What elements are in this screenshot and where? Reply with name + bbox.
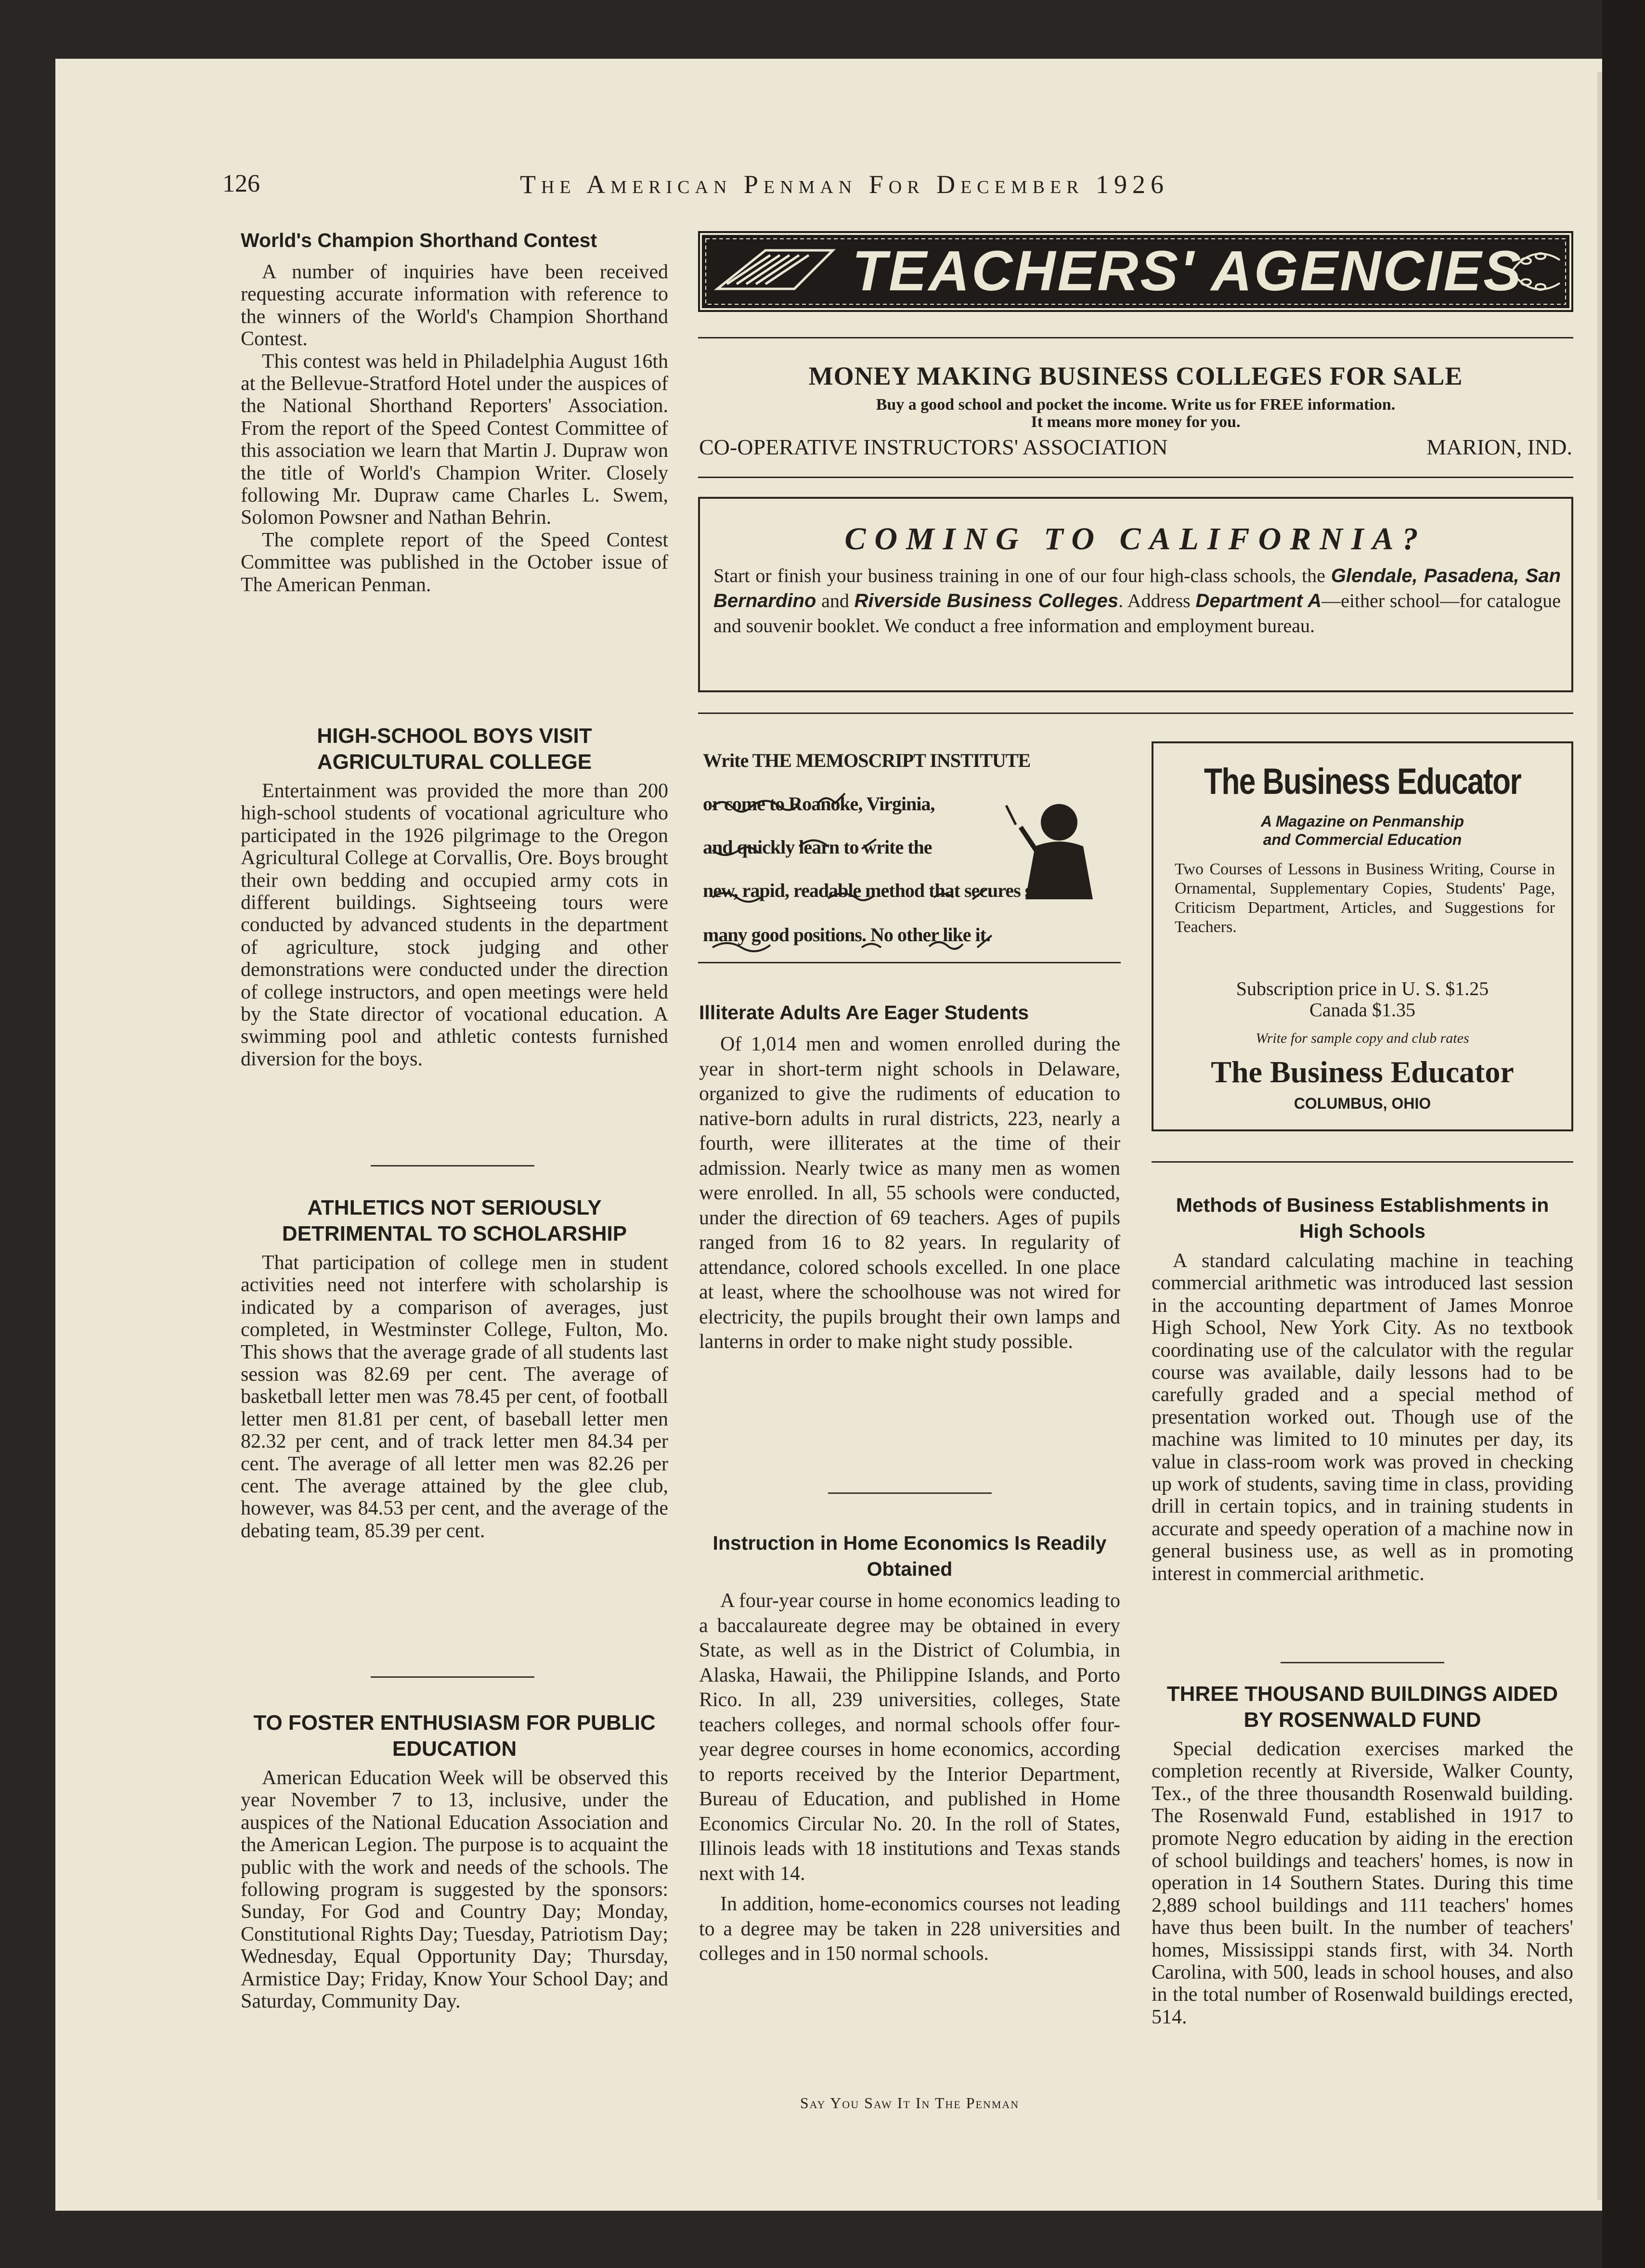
article-body: [241, 780, 668, 1070]
school-names: Riverside Business Colleges: [854, 590, 1119, 611]
divider: [698, 713, 1573, 714]
article-title: ATHLETICS NOT SERIOUSLY DETRIMENTAL TO SCHOLARSHIP: [282, 1196, 627, 1245]
business-educator-note: Write for sample copy and club rates: [1256, 1030, 1469, 1046]
paragraph: Of 1,014 men and women enrolled during the year in short-term night schools in Delaware, organized to give the rudiments of education to native-born adults in rural districts, 223, nearly a fourth, were illiterates at the time of their admission. Nearly twice as many men as women were enrolled. In all, 55 schools were conducted, under the direction of 69 teachers. Ages of pupils ranged from 16 to 82 years. In regularity of attendance, colored schools excelled. In one place at least, where the schoolhouse was not wired for electricity, the pupils brought their own lamps and lanterns in order to make night study possible.: [699, 1033, 1120, 1353]
article-title: World's Champion Shorthand Contest: [241, 229, 597, 251]
money-ad-org: CO-OPERATIVE INSTRUCTORS' ASSOCIATION: [699, 435, 1168, 459]
paragraph: Special dedication exercises marked the completion recently at Riverside, Walker County, Tex., of the three thousandth Rosenwald building. The Rosenwald Fund, established in 1917 to promote Negro education by aiding in the erection of school buildings and teachers' homes, is now in operation in 14 Southern States. During this time 2,889 school buildings and 111 teachers' homes have thus been built. In the number of teachers' homes, Mississippi stands first, with 34. North Carolina, with 500, leads in school houses, and also in the total number of Rosenwald buildings erected, 514.: [1152, 1738, 1573, 2028]
money-ad-headline: MONEY MAKING BUSINESS COLLEGES FOR SALE: [808, 362, 1463, 390]
paragraph: Entertainment was provided the more than 200 high-school students of vocational agriculture who participated in the 1926 pilgrimage to the Oregon Agricultural College at Corvallis, Ore. Boys brought their own bedding and occupied army cots in different buildings. Sightseeing tours were conducted by advanced students in the department of agriculture, stock judging and other demonstrations were conducted under the direction of college instructors, and open meetings were held by the State director of vocational education. A swimming pool and athletic contests furnished diversion for the boys.: [241, 780, 668, 1070]
business-educator-subtitle1: A Magazine on Penmanship: [1261, 813, 1464, 830]
article-home-economics: [699, 1530, 1120, 1972]
divider: [371, 1676, 534, 1678]
business-educator-city: COLUMBUS, OHIO: [1294, 1095, 1431, 1112]
article-rosenwald: [1152, 1681, 1573, 2028]
article-body: [699, 1032, 1120, 1355]
business-educator-price1: Subscription price in U. S. $1.25: [1236, 978, 1489, 999]
ad-text: —either school—for catalogue and souvenir booklet. We conduct a free information and employment bureau.: [713, 590, 1561, 636]
paragraph: A standard calculating machine in teaching commercial arithmetic was introduced last session in the accounting department of James Monroe High School, New York City. As no textbook coordinating use of the calculator with the regular course was available, daily lessons had to be carefully graded and a special method of presentation worked out. Though use of the machine was limited to 10 minutes per day, its value in class-room work was proved in checking up work of students, saving time in class, providing drill in certain topics, and in training students in accurate and speedy operation of a machine now in general business use, as well as in promoting interest in commercial arithmetic.: [1152, 1250, 1573, 1585]
business-educator-subtitle2: and Commercial Education: [1263, 831, 1462, 848]
article-body: [241, 1252, 668, 1542]
paragraph: That participation of college men in student activities need not interfere with scholarship is indicated by a comparison of averages, just completed, in Westminster College, Fulton, Mo. This shows that the average grade of all students last session was 82.69 per cent. The average of basketball letter men was 78.45 per cent, of football letter men 81.81 per cent, of baseball letter men 82.32 per cent, and of track letter men 84.34 per cent. The average of all letter men was 82.26 per cent. The average attained by the glee club, however, was 84.53 per cent, and the average of the debating team, 85.39 per cent.: [241, 1252, 668, 1542]
memoscript-line5: many good positions. No other like it.: [703, 924, 990, 946]
memoscript-line1: Write THE MEMOSCRIPT INSTITUTE: [703, 750, 1031, 771]
ad-text: and: [816, 590, 855, 611]
memoscript-ad: [703, 745, 1117, 957]
california-ad-headline: COMING TO CALIFORNIA?: [844, 521, 1427, 557]
memoscript-line3: and quickly learn to write the: [703, 836, 932, 858]
ad-text: . Address: [1118, 590, 1196, 611]
book-spine: [1602, 0, 1645, 2268]
paragraph: A number of inquiries have been received requesting accurate information with reference to the winners of the World's Champion Shorthand Contest.: [241, 261, 668, 350]
article-boys: [241, 723, 668, 1070]
page-number: 126: [222, 170, 260, 197]
money-ad-line1: Buy a good school and pocket the income. Write us for FREE information.: [876, 396, 1396, 414]
banner-title: TEACHERS' AGENCIES: [852, 239, 1523, 303]
divider: [828, 1492, 992, 1494]
paragraph: A four-year course in home economics leading to a baccalaureate degree may be obtained in every State, as well as in the District of Columbia, in Alaska, Hawaii, the Philippine Islands, and Porto Rico. In all, 239 universities, colleges, State teachers colleges, and normal schools offer four-year degree courses in home economics, according to reports received by the Interior Department, Bureau of Education, and published in Home Economics Circular No. 20. In the roll of States, Illinois leads with 18 institutions and Texas stands next with 14.: [699, 1590, 1120, 1885]
paragraph: In addition, home-economics courses not leading to a degree may be taken in 228 universities and colleges and in 150 normal schools.: [699, 1893, 1120, 1965]
divider: [698, 337, 1573, 338]
paragraph: American Education Week will be observed this year November 7 to 13, inclusive, under the auspices of the National Education Association and the American Legion. The purpose is to acquaint the public with the work and needs of the schools. The following program is suggested by the sponsors: Sunday, For God and Country Day; Monday, Constitutional Rights Day; Tuesday, Patriotism Day; Wednesday, Equal Opportunity Day; Thursday, Armistice Day; Friday, Know Your School Day; and Saturday, Community Day.: [241, 1767, 668, 2013]
memoscript-line4: new, rapid, readable method that secures so: [703, 880, 1041, 901]
divider: [698, 477, 1573, 478]
article-education-week: [241, 1710, 668, 2012]
money-ad-line2: It means more money for you.: [1031, 413, 1241, 431]
divider: [371, 1165, 534, 1166]
article-methods: [1152, 1192, 1573, 1585]
article-body: [241, 261, 668, 596]
article-title: Illiterate Adults Are Eager Students: [699, 1001, 1029, 1024]
divider: [698, 962, 1121, 963]
department-name: Department A: [1195, 590, 1322, 611]
article-body: [1152, 1250, 1573, 1585]
business-educator-footer-title: The Business Educator: [1211, 1055, 1514, 1089]
article-body: [241, 1767, 668, 2012]
school-names: Glendale, Pasadena, San Bernardino: [713, 565, 1561, 611]
article-shorthand: [241, 227, 668, 596]
running-title: The American Penman For December 1926: [520, 170, 1169, 199]
article-illiterate: [699, 999, 1120, 1361]
money-ad-city: MARION, IND.: [1426, 435, 1572, 459]
article-body: [1152, 1738, 1573, 2028]
divider: [1152, 1161, 1573, 1163]
article-title: HIGH-SCHOOL BOYS VISIT AGRICULTURAL COLLEGE: [317, 724, 592, 774]
book-icon: [717, 250, 833, 289]
paragraph: This contest was held in Philadelphia August 16th at the Bellevue-Stratford Hotel under the auspices of the National Shorthand Reporters' Association. From the report of the Speed Contest Committee of this association we learn that Martin J. Dupraw won the title of World's Champion Writer. Closely following Mr. Dupraw came Charles L. Swem, Solomon Powsner and Nathan Behrin.: [241, 350, 668, 529]
memoscript-line2: or come to Roanoke, Virginia,: [703, 793, 935, 815]
footer-slogan: Say You Saw It In The Penman: [800, 2094, 1020, 2112]
article-title: Instruction in Home Economics Is Readily Obtained: [712, 1532, 1107, 1580]
divider: [1281, 1662, 1444, 1663]
article-title: Methods of Business Establishments in High Schools: [1176, 1194, 1549, 1242]
article-athletics: [241, 1195, 668, 1542]
agencies-banner: [698, 231, 1573, 312]
paragraph: The complete report of the Speed Contest Committee was published in the October issue of The American Penman.: [241, 529, 668, 596]
article-title: THREE THOUSAND BUILDINGS AIDED BY ROSENWALD FUND: [1166, 1682, 1558, 1732]
business-educator-price2: Canada $1.35: [1309, 999, 1415, 1021]
business-educator-title: The Business Educator: [1204, 761, 1521, 802]
ad-text: Start or finish your business training in one of our four high-class schools, the: [713, 565, 1331, 586]
article-body: [699, 1589, 1120, 1967]
business-educator-description: Two Courses of Lessons in Business Writing, Course in Ornamental, Supplementary Copies, Students' Page, Criticism Department, Articles, and Suggestions for Teachers.: [1175, 860, 1555, 936]
article-title: TO FOSTER ENTHUSIASM FOR PUBLIC EDUCATION: [253, 1711, 656, 1761]
california-ad-text: [713, 563, 1561, 638]
